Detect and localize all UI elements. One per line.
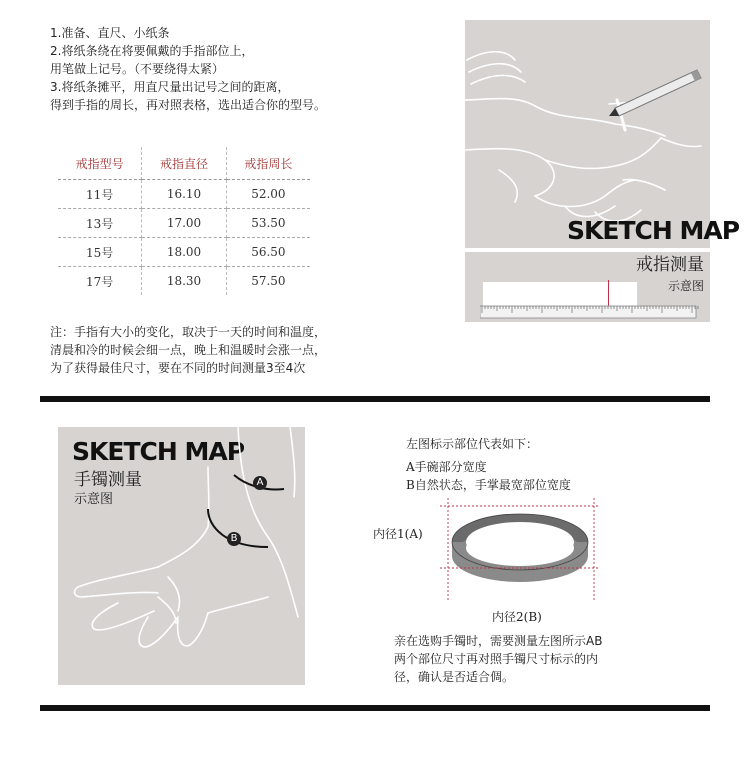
ring-measure-caption: 示意图 [667,279,704,293]
bracelet-measure-title: 手镯测量 [74,470,142,490]
table-row [58,180,310,209]
bracelet-info-heading: 左图标示部位代表如下： [406,437,539,451]
marker-a: A [256,477,264,488]
ring-measure-title: 戒指测量 [636,255,704,275]
measurement-note [50,323,326,377]
bracelet-item-a: A手碗部分宽度 [406,460,487,474]
ring-sketch-title: SKETCH MAP [567,216,740,245]
bangle-diagram [430,498,610,608]
table-row [58,238,310,267]
marker-b: B [230,533,238,544]
bracelet-item-b: B自然状态，手掌最宽部位宽度 [406,478,571,492]
hand-with-pencil-illustration [465,20,710,248]
inner-diameter-2-label: 内径2(B) [492,610,542,624]
table-cell: 17号 [58,267,142,296]
table-cell: 18.30 [142,267,227,296]
bracelet-measure-caption: 示意图 [74,492,114,507]
bracelet-sketch-title: SKETCH MAP [72,437,245,466]
inner-diameter-1-label: 内径1(A) [373,527,423,541]
footer-line: 两个部位尺寸再对照手镯尺寸标示的内 [394,652,599,666]
ring-instructions [50,24,326,114]
table-cell: 52.00 [226,180,310,209]
footer-line: 径，确认是否适合倜。 [394,670,515,684]
table-row [58,267,310,296]
table-cell: 15号 [58,238,142,267]
table-header: 戒指直径 [142,147,227,180]
table-cell: 11号 [58,180,142,209]
table-cell: 18.00 [142,238,227,267]
ring-measure-panel [465,252,710,322]
table-cell: 16.10 [142,180,227,209]
instruction-line: 得到手指的周长，再对照表格，选出适合你的型号。 [50,98,327,112]
table-cell: 13号 [58,209,142,238]
section-divider [40,396,710,402]
footer-line: 亲在选购手镯时，需要测量左图所示AB [394,634,603,648]
ring-size-table [58,147,310,295]
table-cell: 56.50 [226,238,310,267]
section-divider [40,705,710,711]
instruction-line: 3.将纸条摊平，用直尺量出记号之间的距离， [50,80,290,94]
table-cell: 57.50 [251,274,286,288]
ring-sketch-panel [465,20,740,248]
table-row [58,209,310,238]
note-line: 为了获得最佳尺寸，要在不同的时间测量3至4次 [50,361,306,375]
table-header: 戒指周长 [226,147,310,180]
table-cell: 17.00 [142,209,227,238]
table-cell: 53.50 [226,209,310,238]
note-line: 注：手指有大小的变化，取决于一天的时间和温度， [50,325,327,339]
instruction-line: 1.准备、直尺、小纸条 [50,26,170,40]
table-header: 戒指型号 [58,147,142,180]
note-line: 清晨和冷的时候会细一点，晚上和温暖时会涨一点， [50,343,327,357]
hand-illustration [58,427,305,685]
bracelet-footer-note [394,632,602,686]
table-header-row [58,147,310,180]
instruction-line: 用笔做上记号。（不要绕得太紧） [50,62,225,76]
instruction-line: 2.将纸条绕在将要佩戴的手指部位上， [50,44,254,58]
bracelet-sketch-panel [58,427,305,685]
ruler-icon [480,304,710,322]
